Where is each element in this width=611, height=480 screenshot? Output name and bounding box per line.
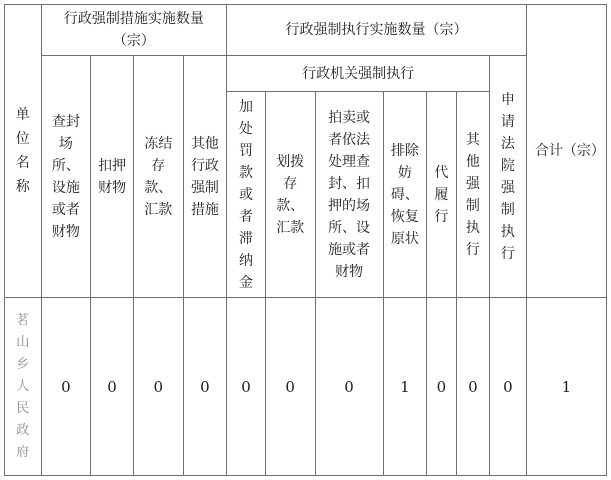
execute-count-header-text: 行政强制执行实施数量（宗）	[285, 22, 468, 38]
agency-col-substitute-text: 代履行	[434, 164, 449, 225]
value-cell: 0	[133, 298, 183, 476]
value-cell: 0	[41, 298, 91, 476]
implement-col-other	[183, 56, 227, 298]
total-value-cell: 1	[526, 298, 606, 476]
unit-name-cell	[5, 298, 42, 476]
agency-col-substitute	[427, 92, 456, 298]
implement-col-seal	[41, 56, 91, 298]
implement-count-header-text: 行政强制措施实施数量（宗）	[63, 11, 204, 49]
value-cell: 0	[183, 298, 227, 476]
value-cell: 0	[91, 298, 134, 476]
total-header	[526, 5, 606, 298]
enforcement-statistics-table	[4, 4, 607, 476]
agency-execution-header	[227, 56, 490, 92]
implement-col-other-text: 其他行政强制措施	[190, 135, 219, 218]
unit-name-header	[5, 5, 42, 298]
value-cell: 0	[427, 298, 456, 476]
agency-col-transfer-text: 划拨存款、汇款	[276, 153, 305, 236]
header-row-1	[5, 5, 607, 56]
value-cell: 0	[456, 298, 489, 476]
court-execution-header	[490, 56, 527, 298]
court-execution-header-text: 申请法院强制执行	[500, 91, 515, 262]
implement-col-seal-text: 查封场所、设施或者财物	[51, 113, 80, 240]
header-row-2	[5, 56, 607, 92]
implement-col-freeze-text: 冻结存款、汇款	[144, 135, 173, 218]
value-cell: 0	[490, 298, 527, 476]
unit-name-text: 茗山乡人民政府	[16, 312, 30, 460]
agency-col-remove-obstruction	[383, 92, 427, 298]
unit-name-header-text: 单位名称	[15, 107, 30, 195]
agency-col-auction-text: 拍卖或者依法处理查封、扣押的场所、设施或者财物	[328, 109, 371, 280]
implement-count-header	[41, 5, 227, 56]
total-header-text: 合计（宗）	[534, 143, 605, 159]
agency-col-other-text: 其他强制执行	[465, 131, 480, 258]
execute-count-header	[227, 5, 526, 56]
value-cell: 0	[315, 298, 383, 476]
agency-col-fine-text: 加处罚款或者滞纳金	[239, 98, 254, 291]
value-cell: 0	[227, 298, 266, 476]
agency-execution-header-text: 行政机关强制执行	[302, 65, 415, 82]
agency-col-auction	[315, 92, 383, 298]
agency-col-other	[456, 92, 489, 298]
agency-col-transfer	[265, 92, 315, 298]
value-cell: 1	[383, 298, 427, 476]
agency-col-fine	[227, 92, 266, 298]
agency-col-remove-obstruction-text: 排除妨碍、恢复原状	[390, 142, 419, 247]
table-row	[5, 298, 607, 476]
implement-col-detain	[91, 56, 134, 298]
implement-col-detain-text: 扣押财物	[98, 157, 127, 196]
value-cell: 0	[265, 298, 315, 476]
implement-col-freeze	[133, 56, 183, 298]
